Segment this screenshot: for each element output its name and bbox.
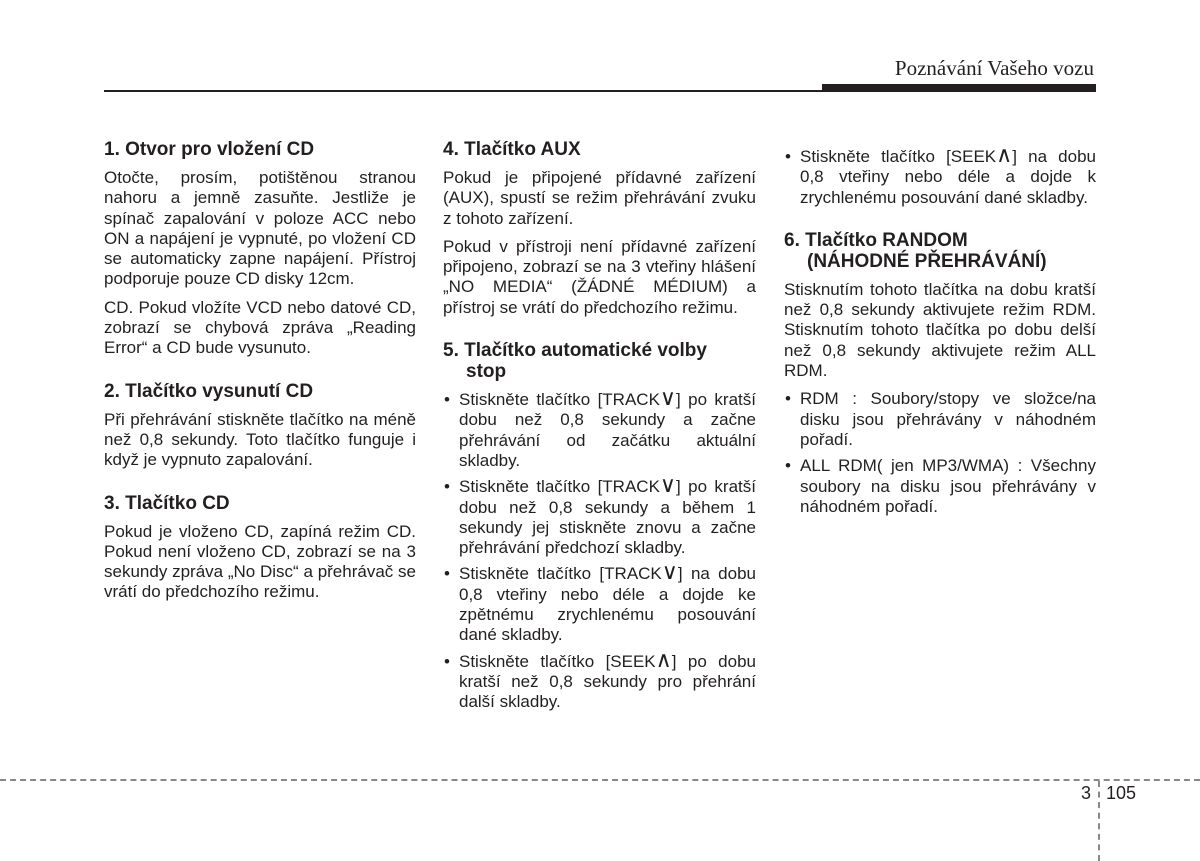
section-cd-slot xyxy=(104,139,416,359)
list-item: • Stiskněte tlačítko [TRACK∨] po kratší dobu než 0,8 sekundy a během 1 sekundy jej stiskněte znovu a začne přehrávání předchozí skladby. xyxy=(443,477,756,558)
section-eject-button xyxy=(104,381,416,471)
section-heading xyxy=(784,230,1096,272)
paragraph: Pokud je vloženo CD, zapíná režim CD. Pokud není vloženo CD, zobrazí se na 3 sekundy zpráva „No Disc“ a přehrávač se vrátí do předchozího režimu. xyxy=(104,521,416,602)
chevron-down-icon: ∨ xyxy=(659,472,677,498)
list-item: • Stiskněte tlačítko [TRACK∨] po kratší dobu než 0,8 sekundy a začne přehrávání od začátku aktuální skladby. xyxy=(443,390,756,471)
section-cd-button xyxy=(104,493,416,603)
section-heading xyxy=(443,340,756,382)
page-header-title: Poznávání Vašeho vozu xyxy=(894,56,1094,80)
bullet-list xyxy=(784,389,1096,517)
bullet-list xyxy=(443,385,756,712)
section-random-button xyxy=(784,230,1096,517)
paragraph: Pokud v přístroji není přídavné zařízení připojeno, zobrazí se na 3 vteřiny hlášení „NO MEDIA“ (ŽÁDNÉ MÉDIUM) a přístroj se vrátí do předchozího režimu. xyxy=(443,236,756,317)
chapter-number: 3 xyxy=(1081,783,1092,803)
heading-line: stop xyxy=(466,361,507,383)
list-item: • ALL RDM( jen MP3/WMA) : Všechny soubory na disku jsou přehrávány v náhodném pořadí. xyxy=(784,456,1096,517)
list-item: • RDM : Soubory/stopy ve složce/na disku jsou přehrávány v náhodném pořadí. xyxy=(784,389,1096,450)
list-item: • Stiskněte tlačítko [SEEK∧] na dobu 0,8 vteřiny nebo déle a dojde k zrychlenému posouvání dané skladby. xyxy=(784,147,1096,208)
section-heading: 4. Tlačítko AUX xyxy=(443,139,581,160)
footer-vertical-divider xyxy=(1098,781,1100,861)
column-2 xyxy=(443,139,756,735)
footer-divider xyxy=(0,779,1200,781)
section-auto-select xyxy=(443,340,756,712)
page-number: 105 xyxy=(1106,783,1137,803)
column-1 xyxy=(104,139,416,625)
bullet-list xyxy=(784,142,1096,208)
column-3 xyxy=(784,142,1096,539)
header-rule xyxy=(104,90,1096,92)
chevron-down-icon: ∨ xyxy=(659,385,677,411)
chevron-up-icon: ∧ xyxy=(996,142,1013,167)
list-item: • Stiskněte tlačítko [TRACK∨] na dobu 0,8 vteřiny nebo déle a dojde ke zpětnému zrychlenému posouvání dané skladby. xyxy=(443,564,756,645)
paragraph: Otočte, prosím, potištěnou stranou nahoru a jemně zasuňte. Jestliže je spínač zapalování v poloze ACC nebo ON a napájení je vypnuté, po vložení CD se automaticky zapne napájení. Přístroj podporuje pouze CD disky 12cm. xyxy=(104,168,416,289)
section-aux-button xyxy=(443,139,756,318)
section-heading: 1. Otvor pro vložení CD xyxy=(104,139,315,160)
section-heading: 3. Tlačítko CD xyxy=(104,492,230,514)
paragraph: CD. Pokud vložíte VCD nebo datové CD, zobrazí se chybová zpráva „Reading Error“ a CD bude vysunuto. xyxy=(104,297,416,358)
chevron-up-icon: ∧ xyxy=(655,646,672,672)
paragraph: Při přehrávání stiskněte tlačítko na méně než 0,8 sekundy. Toto tlačítko funguje i když je vypnuto zapalování. xyxy=(104,409,416,470)
heading-line: (NÁHODNÉ PŘEHRÁVÁNÍ) xyxy=(807,250,1047,272)
paragraph: Stisknutím tohoto tlačítka na dobu kratší než 0,8 sekundy aktivujete režim RDM. Stisknutím tohoto tlačítka po dobu delší než 0,8 sekundy aktivujete režim ALL RDM. xyxy=(784,279,1096,381)
heading-line: 6. Tlačítko RANDOM xyxy=(784,229,968,251)
chevron-down-icon: ∨ xyxy=(661,559,678,585)
paragraph: Pokud je připojené přídavné zařízení (AUX), spustí se režim přehrávání zvuku z tohoto zařízení. xyxy=(443,168,756,228)
section-heading: 2. Tlačítko vysunutí CD xyxy=(104,380,314,402)
heading-line: 5. Tlačítko automatické volby xyxy=(443,340,707,362)
list-item: • Stiskněte tlačítko [SEEK∧] po dobu kratší než 0,8 sekundy pro přehrání další skladby. xyxy=(443,652,756,713)
